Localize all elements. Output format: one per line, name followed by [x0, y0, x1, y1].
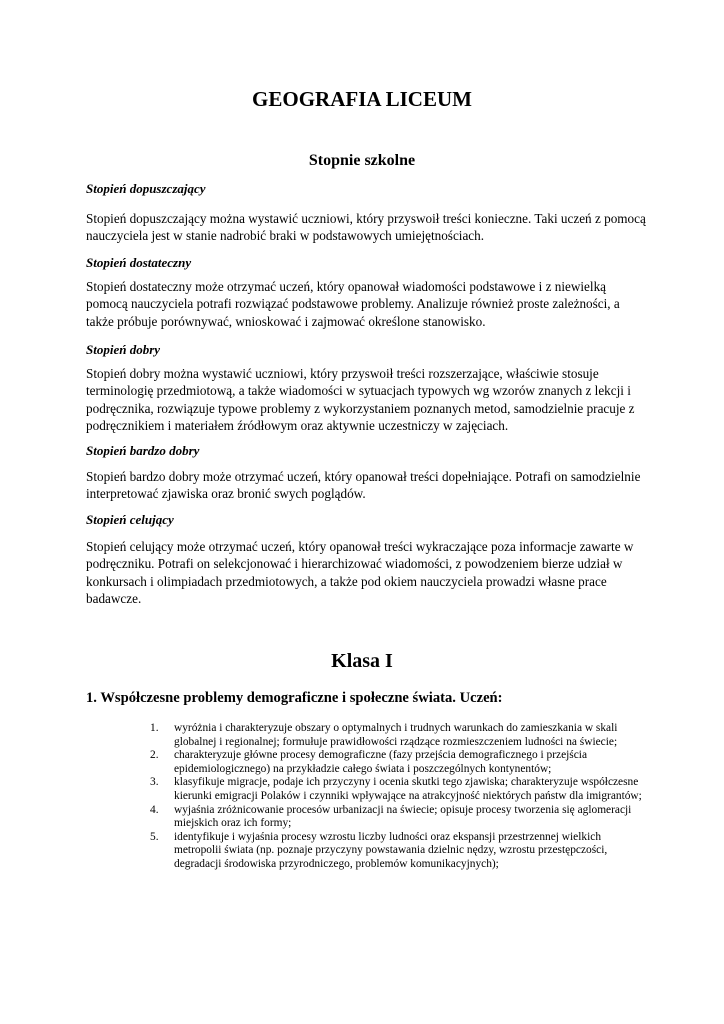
list-item [150, 749, 650, 776]
document-title: GEOGRAFIA LICEUM [252, 87, 472, 111]
grade-text-dostateczny: Stopień dostateczny może otrzymać uczeń, który opanował wiadomości podstawowe i z niewielką pomocą nauczyciela potrafi rozwiązać podstawowe problemy. Analizuje również proste zależności, a także próbuje porównywać, wnioskować i zajmować określone stanowisko. [86, 279, 620, 329]
class-title: Klasa I [331, 650, 393, 672]
list-item [150, 804, 650, 831]
grade-text-bardzo-dobry: Stopień bardzo dobry może otrzymać uczeń, który opanował treści dopełniające. Potrafi on samodzielnie interpretować zjawiska oraz bronić swych poglądów. [86, 469, 641, 502]
grade-heading-dopuszczajacy: Stopień dopuszczający [86, 181, 206, 196]
list-item [150, 831, 650, 872]
grade-text-dopuszczajacy: Stopień dopuszczający można wystawić uczniowi, który przyswoił treści konieczne. Taki uczeń z pomocą nauczyciela jest w stanie nadrobić braki w podstawowych umiejętnościach. [86, 211, 646, 244]
list-item-text: charakteryzuje główne procesy demograficzne (fazy przejścia demograficznego i przejścia epidemiologicznego) na przykładzie całego świata i poszczególnych kontynentów; [174, 749, 588, 775]
list-item-number: 1. [150, 722, 159, 734]
grade-heading-dobry: Stopień dobry [86, 342, 161, 357]
list-item-text: wyjaśnia zróżnicowanie procesów urbanizacji na świecie; opisuje procesy tworzenia się aglomeracji miejskich oraz ich formy; [174, 803, 632, 830]
grade-text-dobry: Stopień dobry można wystawić uczniowi, który przyswoił treści rozszerzające, właściwie stosuje terminologię przedmiotową, a także wiadomości w sytuacjach typowych wg wzorów znanych z lekcji i podręcznika, rozwiązuje typowe problemy z wykorzystaniem poznanych metod, samodzielnie pracuje z podręcznikiem i materiałem źródłowym oraz aktywnie uczestniczy w zajęciach. [86, 366, 635, 434]
list-item-number: 5. [150, 830, 159, 843]
list-item-number: 2. [150, 749, 159, 762]
list-item [150, 776, 650, 803]
grade-heading-celujacy: Stopień celujący [86, 512, 174, 527]
list-item-text: klasyfikuje migracje, podaje ich przyczyny i ocenia skutki tego zjawiska; charakteryzuje współczesne kierunki emigracji Polaków i czynniki wpływające na atrakcyjność niektórych państw dla imigrantów; [174, 776, 642, 802]
grade-heading-bardzo-dobry: Stopień bardzo dobry [86, 443, 200, 458]
list-item-number: 3. [150, 776, 159, 789]
grade-text-celujacy: Stopień celujący może otrzymać uczeń, który opanował treści wykraczające poza informacje zawarte w podręczniku. Potrafi on selekcjonować i hierarchizować wiadomości, z powodzeniem bierze udział w konkursach i olimpiadach przedmiotowych, a także pod okiem nauczyciela prowadzi własne prace badawcze. [86, 539, 634, 607]
requirements-list [150, 722, 650, 872]
list-item [150, 722, 650, 749]
topic-title: 1. Współczesne problemy demograficzne i społeczne świata. Uczeń: [86, 690, 503, 706]
grades-section-title: Stopnie szkolne [308, 152, 416, 169]
list-item-number: 4. [150, 803, 159, 816]
list-item-text: wyróżnia i charakteryzuje obszary o optymalnych i trudnych warunkach do zamieszkania w skali globalnej i regionalnej; formułuje prawidłowości rządzące rozmieszczeniem ludności na świecie; [174, 722, 618, 748]
list-item-text: identyfikuje i wyjaśnia procesy wzrostu liczby ludności oraz ekspansji przestrzennej wielkich metropolii świata (np. poznaje przyczyny powstawania dzielnic nędzy, wzrostu przestępczości, degradacji środowiska przyrodniczego, problemów komunikacyjnych); [174, 830, 608, 870]
grade-heading-dostateczny: Stopień dostateczny [86, 255, 192, 270]
